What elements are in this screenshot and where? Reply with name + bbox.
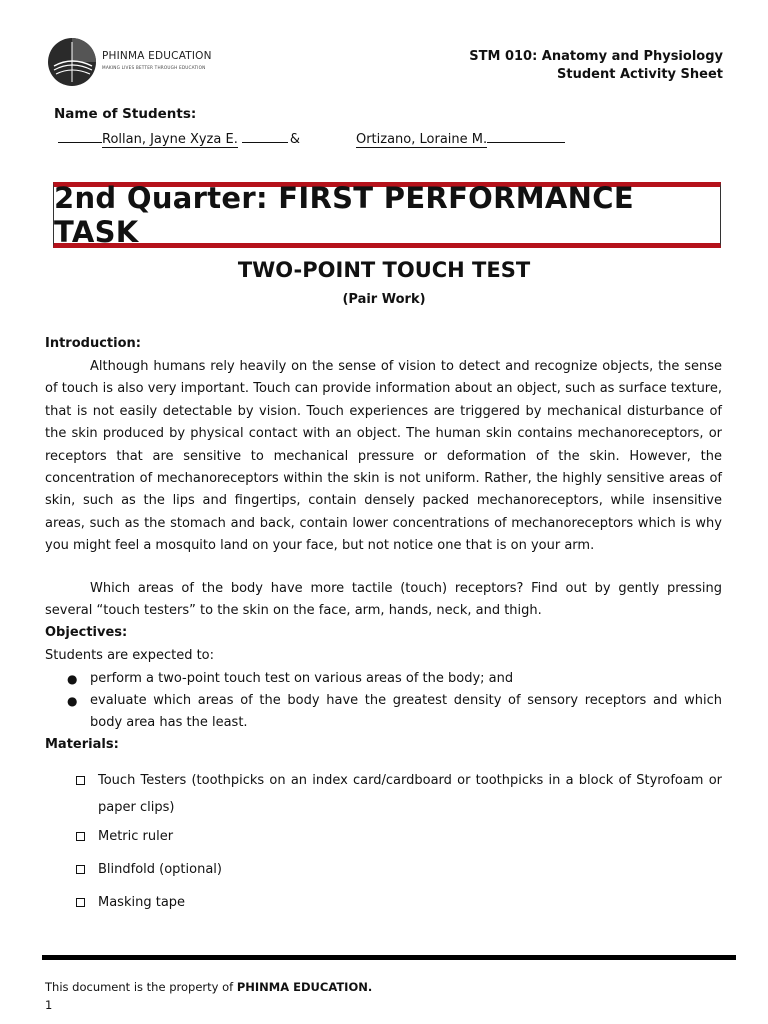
objective-item: [67, 690, 722, 735]
students-label: Name of Students:: [54, 106, 197, 122]
checkbox-square-icon: [76, 832, 85, 841]
task-title: TWO-POINT TOUCH TEST: [237, 258, 531, 282]
sheet-title: Student Activity Sheet: [557, 67, 723, 82]
material-text: Touch Testers (toothpicks on an index card/cardboard or toothpicks in a block of Styrofoam or paper clips): [98, 773, 722, 815]
blank-line: [242, 128, 288, 143]
checkbox-square-icon: [76, 865, 85, 874]
material-item: [76, 767, 722, 821]
blank-line: [58, 128, 102, 143]
introduction-paragraph-text: Although humans rely heavily on the sense of vision to detect and recognize objects, the sense of touch is also very important. Touch can provide information about an object, such as surface texture, that is not easily detectable by vision. Touch experiences are triggered by mechanical disturbance of the skin produced by physical contact with an object. The human skin contains mechanoreceptors, or receptors that are sensitive to mechanical pressure or deformation of the skin. However, the concentration of mechanoreceptors within the skin is not uniform. Rather, the highly sensitive areas of skin, such as the lips and fingertips, contain densely packed mechanoreceptors, while insensitive areas, such as the stomach and back, contain lower concentrations of mechanoreceptors which is why you might feel a mosquito land on your face, but not notice one that is on your arm.: [45, 359, 722, 554]
footer-text: This document is the property of: [45, 980, 234, 994]
task-subtitle: (Pair Work): [342, 292, 426, 307]
page-number: 1: [45, 998, 53, 1012]
course-title: STM 010: Anatomy and Physiology: [469, 49, 723, 64]
material-item: [76, 856, 722, 883]
checkbox-square-icon: [76, 898, 85, 907]
quarter-banner: [53, 182, 721, 248]
student-1-name: Rollan, Jayne Xyza E.: [102, 132, 238, 147]
logo-tagline: MAKING LIVES BETTER THROUGH EDUCATION: [102, 65, 206, 70]
bullet-icon: ●: [67, 672, 78, 686]
introduction-heading: Introduction:: [45, 336, 141, 351]
student-2-name: Ortizano, Loraine M.: [355, 132, 488, 147]
introduction-question-text: Which areas of the body have more tactile (touch) receptors? Find out by gently pressing several “touch testers” to the skin on the face, arm, hands, neck, and thigh.: [45, 581, 722, 619]
footer-owner: PHINMA EDUCATION.: [236, 980, 373, 994]
materials-heading: Materials:: [45, 737, 119, 752]
introduction-paragraph: [45, 356, 722, 558]
objectives-heading: Objectives:: [45, 625, 128, 640]
introduction-question-paragraph: [45, 578, 722, 623]
footer-note: [45, 980, 372, 994]
phinma-logo: [46, 36, 221, 88]
footer-divider: [42, 955, 736, 960]
course-info: [469, 48, 723, 84]
names-separator: &: [289, 132, 300, 147]
material-text: Masking tape: [98, 895, 186, 910]
bullet-icon: ●: [67, 694, 78, 708]
checkbox-square-icon: [76, 776, 85, 785]
students-names-line: [58, 128, 565, 147]
objective-text: perform a two-point touch test on various areas of the body; and: [90, 671, 514, 686]
objective-text: evaluate which areas of the body have the greatest density of sensory receptors and which body area has the least.: [90, 693, 722, 731]
objectives-lead: Students are expected to:: [45, 648, 215, 663]
logo-brand-name: PHINMA EDUCATION: [102, 50, 212, 62]
material-text: Blindfold (optional): [98, 862, 222, 877]
banner-title: 2nd Quarter: FIRST PERFORMANCE TASK: [54, 181, 634, 249]
material-text: Metric ruler: [98, 829, 174, 844]
objective-item: [67, 668, 722, 690]
material-item: [76, 889, 722, 916]
blank-line: [487, 128, 565, 143]
phinma-emblem-icon: [46, 36, 98, 88]
material-item: [76, 823, 722, 850]
